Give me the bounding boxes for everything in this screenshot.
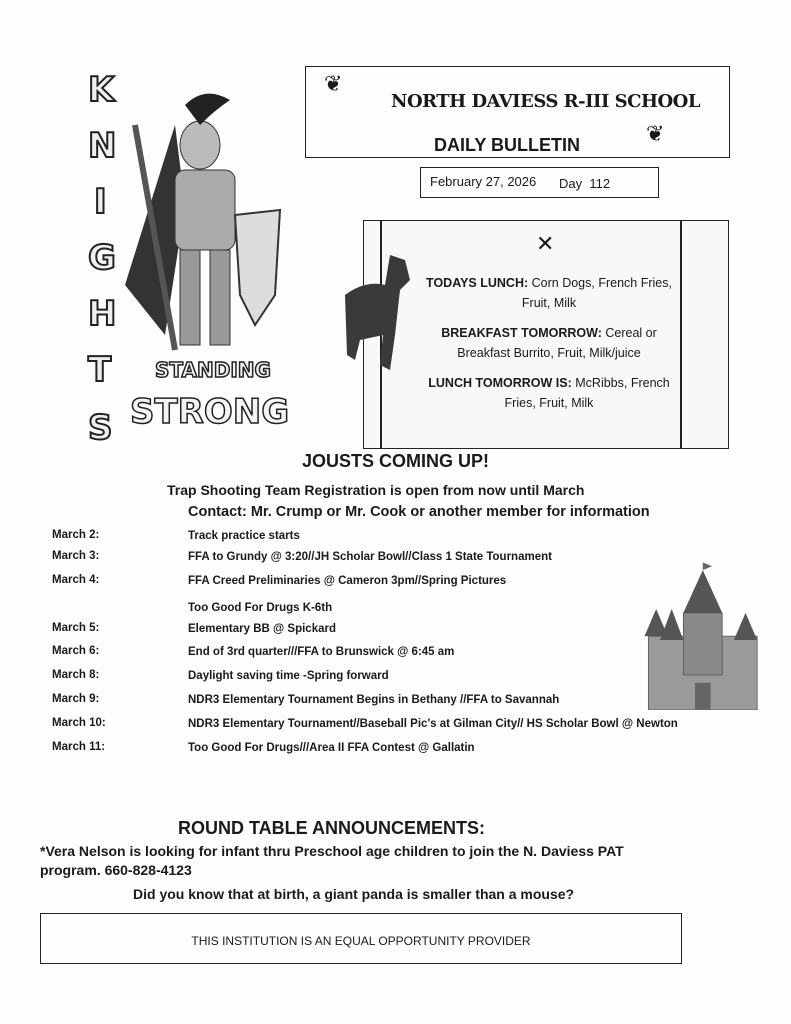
- trap-contact: Contact: Mr. Crump or Mr. Cook or another member for information: [188, 504, 650, 520]
- event-text: NDR3 Elementary Tournament Begins in Bethany //FFA to Savannah: [188, 694, 560, 706]
- equal-opportunity-notice: THIS INSTITUTION IS AN EQUAL OPPORTUNITY PROVIDER: [191, 934, 531, 948]
- bulletin-day: Day 112: [559, 176, 611, 191]
- fork-knife-icon: ✕: [536, 231, 555, 256]
- event-date: March 3:: [52, 550, 100, 562]
- trap-notice: Trap Shooting Team Registration is open from now until March: [167, 482, 585, 498]
- event-date: March 8:: [52, 669, 100, 681]
- lunch-tomorrow: LUNCH TOMORROW IS: McRibbs, French Fries, Fruit, Milk: [428, 376, 670, 410]
- jousts-heading: JOUSTS COMING UP!: [301, 451, 489, 471]
- mascot-letter: G: [88, 238, 116, 278]
- announcement: *Vera Nelson is looking for infant thru Preschool age children to join the N. Daviess PAT program. 660-828-4123: [40, 843, 624, 878]
- flourish-icon: ❦: [646, 121, 665, 146]
- event-text: Too Good For Drugs///Area II FFA Contest @ Gallatin: [188, 742, 475, 754]
- event-text: Elementary BB @ Spickard: [188, 623, 336, 635]
- knight-illustration: [105, 85, 285, 355]
- header-box: [305, 66, 730, 158]
- mascot-letter: K: [88, 70, 115, 110]
- mascot-strong: STRONG: [130, 392, 290, 432]
- event-text: Track practice starts: [188, 530, 300, 542]
- mascot-letter: T: [88, 350, 112, 390]
- event-date: March 5:: [52, 622, 100, 634]
- event-date: March 2:: [52, 529, 100, 541]
- event-date: March 9:: [52, 693, 100, 705]
- breakfast-tomorrow: BREAKFAST TOMORROW: Cereal or Breakfast Burrito, Fruit, Milk/juice: [441, 326, 657, 360]
- flourish-icon: ❦: [324, 71, 343, 96]
- footer-box: [40, 913, 682, 964]
- bulletin-title: DAILY BULLETIN: [434, 135, 581, 155]
- event-date: March 6:: [52, 645, 100, 657]
- event-text: NDR3 Elementary Tournament//Baseball Pic's at Gilman City// HS Scholar Bowl @ Newton: [188, 718, 678, 730]
- castle-illustration: [622, 560, 782, 710]
- event-text: FFA Creed Preliminaries @ Cameron 3pm//Spring Pictures: [188, 575, 507, 587]
- event-text: Daylight saving time -Spring forward: [188, 670, 389, 682]
- school-name: NORTH DAVIESS R-III SCHOOL: [391, 91, 700, 112]
- event-text: Too Good For Drugs K-6th: [188, 602, 333, 614]
- mascot-letter: I: [94, 182, 107, 222]
- mascot-letter: S: [88, 408, 113, 448]
- date-box: [420, 167, 659, 198]
- mascot-letter: N: [88, 126, 117, 166]
- round-table-heading: ROUND TABLE ANNOUNCEMENTS:: [178, 818, 485, 838]
- event-text: End of 3rd quarter///FFA to Brunswick @ 6:45 am: [188, 646, 455, 658]
- todays-lunch: TODAYS LUNCH: Corn Dogs, French Fries, Fruit, Milk: [426, 276, 672, 310]
- fun-fact: Did you know that at birth, a giant panda is smaller than a mouse?: [133, 886, 575, 902]
- bulletin-date: February 27, 2026: [430, 174, 537, 189]
- mascot-standing: STANDING: [155, 358, 271, 382]
- menu-box: [363, 220, 729, 449]
- event-text: FFA to Grundy @ 3:20//JH Scholar Bowl//Class 1 State Tournament: [188, 551, 552, 563]
- event-date: March 11:: [52, 741, 106, 753]
- horse-illustration: [335, 245, 415, 375]
- mascot-letter: H: [88, 294, 117, 334]
- event-date: March 10:: [52, 717, 106, 729]
- event-date: March 4:: [52, 574, 100, 586]
